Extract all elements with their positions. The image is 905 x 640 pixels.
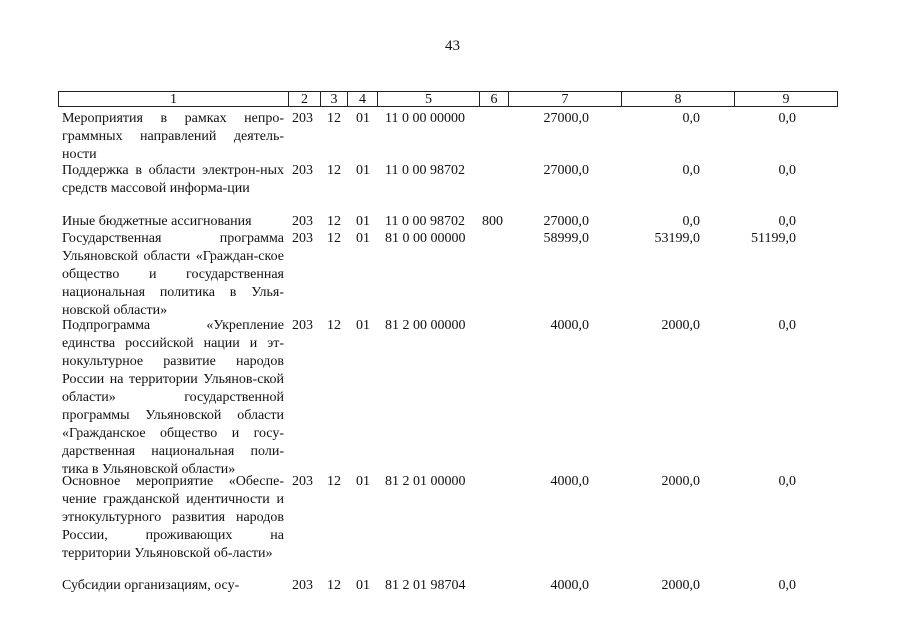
cell-col9: 0,0 [778,578,796,593]
cell-col6: 800 [482,214,503,229]
header-cell-3: 3 [320,92,347,106]
header-cell-1: 1 [170,92,177,107]
cell-col7: 4000,0 [550,474,589,489]
cell-col8: 2000,0 [661,474,700,489]
cell-col4: 01 [356,214,370,229]
cell-col5: 11 0 00 00000 [385,111,465,126]
cell-col5: 81 0 00 00000 [385,231,466,246]
cell-col4: 01 [356,474,370,489]
row-description: Мероприятия в рамках непро-граммных направлений деятель-ности [62,111,284,162]
cell-col8: 53199,0 [654,231,700,246]
row-description: Государственная программа Ульяновской области «Граждан-ское общество и государственная национальная политика в Улья-новской области» [62,231,284,318]
row-description: Поддержка в области электрон-ных средств массовой информа-ции [62,163,284,196]
row-description: Субсидии организациям, осу- [62,578,240,593]
cell-col3: 12 [327,578,341,593]
cell-col5: 81 2 01 98704 [385,578,466,593]
cell-col7: 4000,0 [550,318,589,333]
cell-col4: 01 [356,111,370,126]
header-cell-9: 9 [734,92,837,106]
cell-col2: 203 [292,163,313,178]
row-description: Основное мероприятие «Обеспе-чение гражданской идентичности и этнокультурного развития народов России, проживающих на территории Ульяновской об-ласти» [62,474,284,561]
header-cell-8: 8 [621,92,734,106]
cell-col3: 12 [327,214,341,229]
cell-col8: 2000,0 [661,578,700,593]
cell-col3: 12 [327,111,341,126]
header-cell-2: 2 [288,92,320,106]
cell-col4: 01 [356,318,370,333]
cell-col7: 27000,0 [543,111,589,126]
header-cell-5: 5 [377,92,479,106]
cell-col4: 01 [356,231,370,246]
cell-col5: 11 0 00 98702 [385,163,465,178]
cell-col7: 27000,0 [543,214,589,229]
header-cell-4: 4 [347,92,377,106]
cell-col7: 27000,0 [543,163,589,178]
cell-col5: 81 2 00 00000 [385,318,466,333]
cell-col7: 58999,0 [543,231,589,246]
cell-col7: 4000,0 [550,578,589,593]
cell-col5: 81 2 01 00000 [385,474,466,489]
cell-col4: 01 [356,163,370,178]
table-header [58,91,838,107]
cell-col2: 203 [292,231,313,246]
cell-col3: 12 [327,474,341,489]
cell-col3: 12 [327,163,341,178]
cell-col8: 2000,0 [661,318,700,333]
header-cell-6: 6 [479,92,508,106]
cell-col2: 203 [292,578,313,593]
page-number: 43 [445,38,460,54]
cell-col2: 203 [292,214,313,229]
cell-col8: 0,0 [682,163,700,178]
row-description: Подпрограмма «Укрепление единства российской нации и эт-нокультурное развитие народов России на территории Ульянов-ской области» государственной программы Ульяновской области «Гражданское общество и госу-дарственная национальная поли-тика в Ульяновской области» [62,318,284,477]
cell-col2: 203 [292,111,313,126]
cell-col9: 51199,0 [751,231,796,246]
cell-col9: 0,0 [778,474,796,489]
cell-col8: 0,0 [682,111,700,126]
cell-col9: 0,0 [778,163,796,178]
cell-col4: 01 [356,578,370,593]
row-description: Иные бюджетные ассигнования [62,214,252,229]
cell-col9: 0,0 [778,214,796,229]
cell-col2: 203 [292,474,313,489]
cell-col3: 12 [327,318,341,333]
cell-col8: 0,0 [682,214,700,229]
cell-col3: 12 [327,231,341,246]
cell-col9: 0,0 [778,111,796,126]
header-cell-7: 7 [508,92,621,106]
cell-col2: 203 [292,318,313,333]
cell-col5: 11 0 00 98702 [385,214,465,229]
cell-col9: 0,0 [778,318,796,333]
